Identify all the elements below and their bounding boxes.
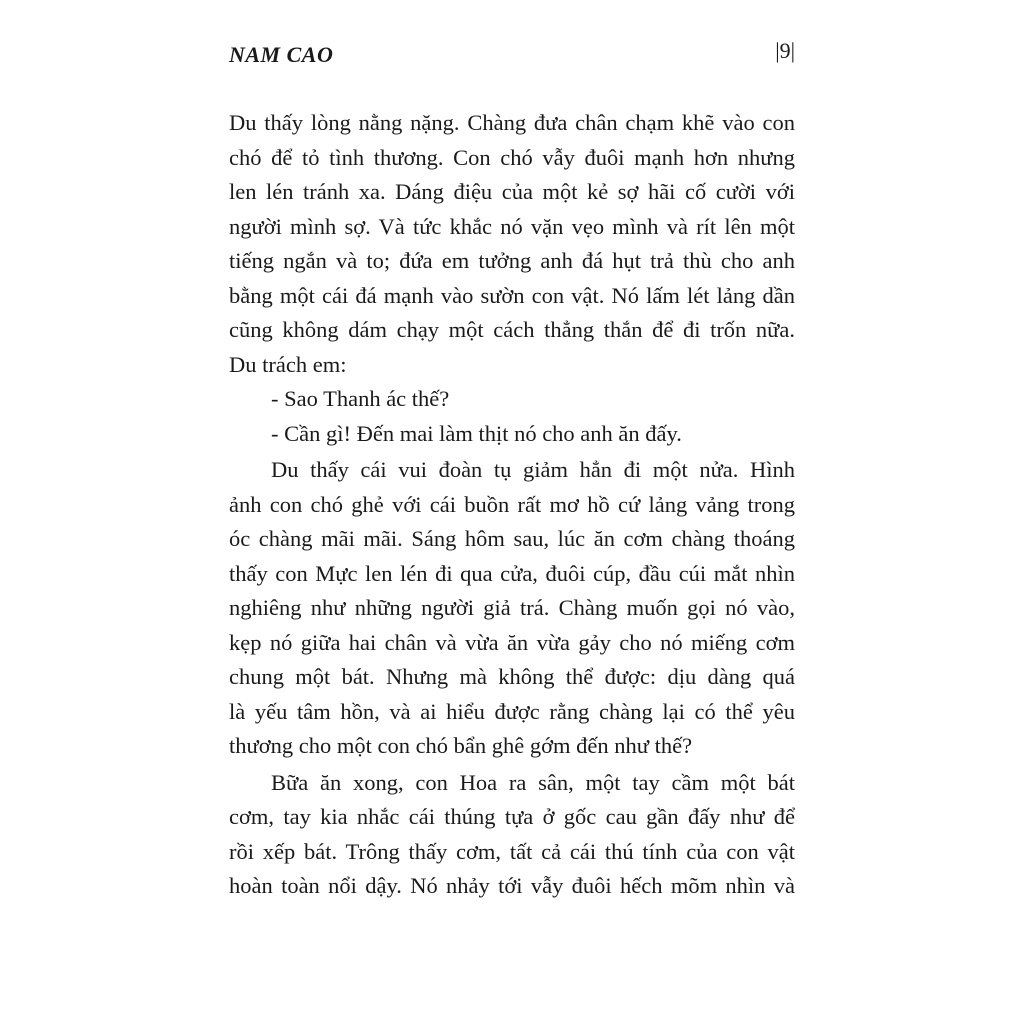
text-line: bằng một cái đá mạnh vào sườn con vật. Nó lấm lét lảng dần	[229, 282, 795, 308]
author-name: NAM CAO	[229, 42, 334, 67]
text-line: len lén tránh xa. Dáng điệu của một kẻ sợ hãi cố cười với	[229, 179, 795, 204]
text-line: chung một bát. Nhưng mà không thể được: dịu dàng quá	[229, 664, 795, 689]
text-line: cơm, tay kia nhắc cái thúng tựa ở gốc cau gần đấy như để	[229, 804, 795, 829]
text-line: nghiêng như những người giả trá. Chàng muốn gọi nó vào,	[229, 595, 795, 620]
text-line: óc chàng mãi mãi. Sáng hôm sau, lúc ăn cơm chàng thoáng	[229, 526, 795, 551]
text-line: thấy con Mực len lén đi qua cửa, đuôi cúp, đầu cúi mắt nhìn	[229, 560, 795, 586]
text-line: là yếu tâm hồn, và ai hiểu được rằng chàng lại có thể yêu	[229, 698, 795, 724]
text-line: ảnh con chó ghẻ với cái buồn rất mơ hồ cứ lảng vảng trong	[229, 491, 795, 517]
text-line: tiếng ngắn và to; đứa em tưởng anh đá hụt trả thù cho anh	[229, 248, 795, 273]
text-line: chó để tỏ tình thương. Con chó vẫy đuôi mạnh hơn nhưng	[229, 144, 795, 170]
text-line: Du trách em:	[229, 351, 347, 377]
text-line: Du thấy lòng nằng nặng. Chàng đưa chân chạm khẽ vào con	[229, 110, 795, 135]
body-text	[229, 106, 795, 904]
text-line: rồi xếp bát. Trông thấy cơm, tất cả cái thú tính của con vật	[229, 838, 795, 864]
text-line: thương cho một con chó bẩn ghê gớm đến như thế?	[229, 733, 693, 758]
page-number: |9|	[775, 38, 795, 63]
text-line: người mình sợ. Và tức khắc nó vặn vẹo mình và rít lên một	[229, 213, 795, 239]
dialogue-line: - Cần gì! Đến mai làm thịt nó cho anh ăn đấy.	[271, 420, 682, 446]
running-header	[229, 38, 795, 78]
text-line: hoàn toàn nổi dậy. Nó nhảy tới vẫy đuôi hếch mõm nhìn và	[229, 873, 795, 898]
paragraph-first-line: Du thấy cái vui đoàn tụ giảm hẳn đi một nửa. Hình	[271, 457, 795, 482]
text-line: kẹp nó giữa hai chân và vừa ăn vừa gảy cho nó miếng cơm	[229, 629, 795, 655]
paragraph-first-line: Bữa ăn xong, con Hoa ra sân, một tay cầm một bát	[271, 769, 795, 795]
text-line: cũng không dám chạy một cách thẳng thắn để đi trốn nữa.	[229, 317, 795, 342]
dialogue-line: - Sao Thanh ác thế?	[271, 386, 450, 411]
